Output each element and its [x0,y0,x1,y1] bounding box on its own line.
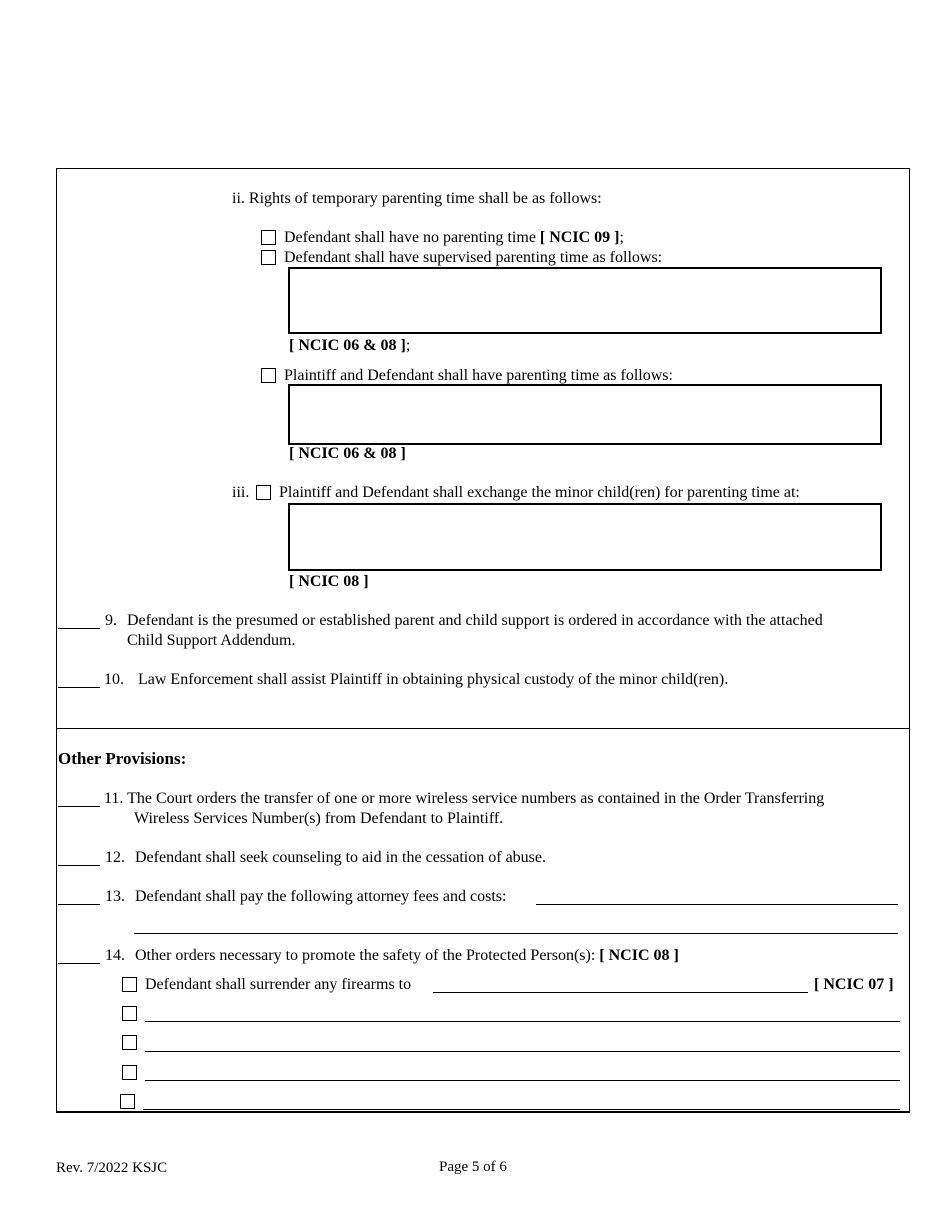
both-parenting-checkbox[interactable] [261,368,276,383]
item11-text-line1: 11. The Court orders the transfer of one or more wireless service numbers as contained in the Order Transferring [104,790,825,807]
item12-initial-blank[interactable] [58,865,100,866]
item14-text [135,948,679,964]
ncic-09-code: [ NCIC 09 ] [539,229,620,246]
form-bottom-rule [56,1111,910,1113]
attorney-fees-line-2[interactable] [134,933,898,934]
semicolon: ; [619,229,624,246]
page-number: Page 5 of 6 [439,1159,507,1175]
firearms-text: Defendant shall surrender any firearms to [145,976,412,993]
ncic-06-08-code: [ NCIC 06 & 08 ] [289,337,406,354]
other-provisions-heading: Other Provisions: [58,749,187,768]
item13-initial-blank[interactable] [58,904,100,905]
supervised-parenting-label: Defendant shall have supervised parenting time as follows: [284,249,663,266]
other-order-line-2[interactable] [145,1051,900,1052]
other-order-line-4[interactable] [143,1109,900,1110]
item14-number: 14. [105,947,125,964]
both-parenting-field[interactable] [288,384,882,445]
item12-number: 12. [105,849,125,866]
item10-initial-blank[interactable] [58,687,100,688]
exchange-label: Plaintiff and Defendant shall exchange the minor child(ren) for parenting time at: [279,484,800,501]
item9-text-line1: Defendant is the presumed or established parent and child support is ordered in accordance with the attached [127,612,823,629]
other-order-line-1[interactable] [145,1021,900,1022]
item9-initial-blank[interactable] [58,628,100,629]
item14-label: Other orders necessary to promote the safety of the Protected Person(s): [135,947,596,964]
ncic-06-08-supervised [289,338,410,354]
revision-label: Rev. 7/2022 KSJC [56,1160,168,1176]
supervised-parenting-checkbox[interactable] [261,250,276,265]
other-order-checkbox-2[interactable] [122,1035,137,1050]
ncic-06-08-both: [ NCIC 06 & 08 ] [289,445,406,462]
ncic-08-code: [ NCIC 08 ] [599,947,679,964]
item14-initial-blank[interactable] [58,963,100,964]
item13-number: 13. [105,888,125,905]
firearms-recipient-line[interactable] [433,992,808,993]
ncic-07-code: [ NCIC 07 ] [814,976,894,993]
both-parenting-label: Plaintiff and Defendant shall have parenting time as follows: [284,367,673,384]
iii-label: iii. [232,484,250,501]
other-order-checkbox-4[interactable] [120,1094,135,1109]
item9-number: 9. [105,612,117,629]
item12-text: Defendant shall seek counseling to aid in the cessation of abuse. [135,849,546,866]
ii-heading: ii. Rights of temporary parenting time shall be as follows: [232,190,602,207]
item10-text: Law Enforcement shall assist Plaintiff in obtaining physical custody of the minor child(ren). [138,671,729,688]
other-order-checkbox-1[interactable] [122,1006,137,1021]
section-divider [56,728,910,729]
firearms-checkbox[interactable] [122,977,137,992]
ncic-08-exchange: [ NCIC 08 ] [289,573,369,590]
item13-text: Defendant shall pay the following attorney fees and costs: [135,888,507,905]
no-parenting-label: Defendant shall have no parenting time [284,229,536,246]
item11-text-line2: Wireless Services Number(s) from Defendant to Plaintiff. [134,810,504,827]
item9-text-line2: Child Support Addendum. [127,632,296,649]
semicolon: ; [405,337,411,354]
other-order-checkbox-3[interactable] [122,1065,137,1080]
no-parenting-option [284,230,624,246]
item11-initial-blank[interactable] [58,806,100,807]
supervised-parenting-field[interactable] [288,267,882,334]
exchange-location-field[interactable] [288,503,882,571]
no-parenting-checkbox[interactable] [261,230,276,245]
attorney-fees-line[interactable] [536,904,898,905]
item10-number: 10. [104,671,124,688]
other-order-line-3[interactable] [145,1080,900,1081]
exchange-checkbox[interactable] [256,485,271,500]
